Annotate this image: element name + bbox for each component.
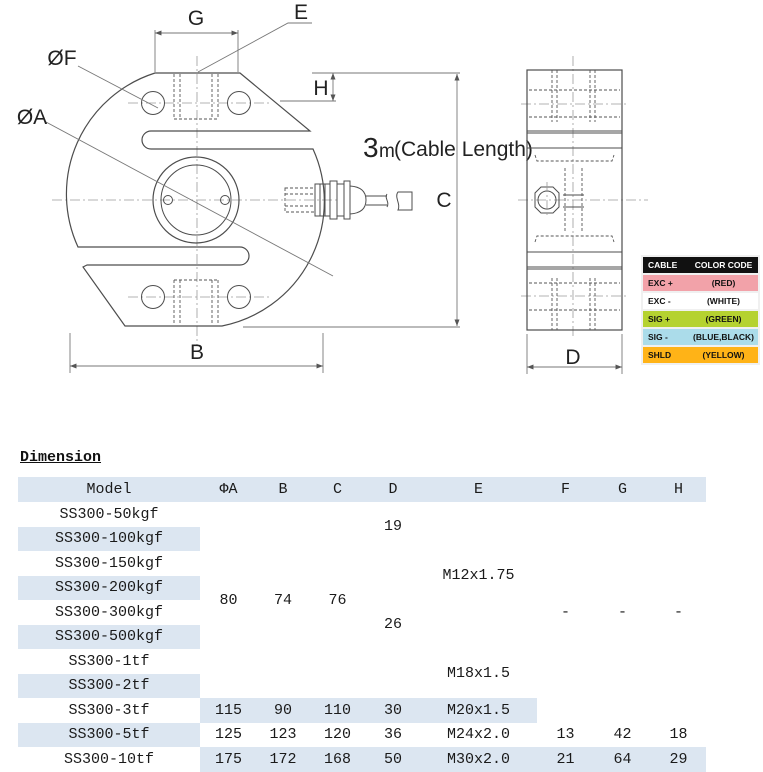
wire-color: (RED): [711, 278, 736, 288]
side-top-hidden-holes: [529, 70, 620, 122]
cell-c: 120: [323, 726, 351, 744]
cable-row-sig-minus: [643, 329, 758, 345]
gland-dome: [350, 186, 366, 214]
cell-model: SS300-200kgf: [18, 576, 200, 601]
threaded-hole-top-hidden: [174, 74, 218, 119]
cell-d-merged-mid: 26: [383, 616, 402, 633]
cell-model: SS300-5tf: [18, 723, 200, 748]
cell-f-empty: [537, 698, 594, 723]
cell-e: M24x2.0: [446, 726, 510, 744]
cell-d-merged-top: 19: [383, 518, 402, 535]
side-bottom-hidden-holes: [529, 278, 620, 330]
table-row: [18, 502, 706, 527]
cell-phi-a-merged: 80: [219, 591, 238, 609]
cell-model: SS300-10tf: [63, 750, 154, 768]
cell-g: 64: [594, 747, 651, 772]
cable-row-sig-plus: [643, 311, 758, 327]
wire-name: SHLD: [648, 350, 672, 360]
col-header-model: Model: [18, 477, 200, 502]
label-A: ØA: [16, 106, 48, 129]
cell-d-empty: [366, 551, 420, 600]
cell-e-merged-bottom: M18x1.5: [446, 665, 510, 682]
cell-phi-a: 125: [214, 726, 242, 744]
cell-g: 42: [613, 726, 632, 744]
cable-row-exc-plus: [643, 275, 758, 291]
col-header-e: E: [420, 477, 537, 502]
cell-phi-a: 175: [200, 747, 257, 772]
cell-d-empty: [366, 649, 420, 698]
cell-h: 29: [651, 747, 706, 772]
cell-c-merged: 76: [328, 591, 347, 609]
wire-name: SIG -: [648, 332, 668, 342]
cable-row-exc-minus: [643, 293, 758, 309]
cell-f-merged: -: [560, 604, 570, 621]
cell-b: 90: [257, 698, 309, 723]
col-header-phi-a: ΦA: [200, 477, 257, 502]
cell-b: 172: [257, 747, 309, 772]
groove-top-hidden: [535, 155, 614, 161]
cell-e-merged-top: M12x1.75: [442, 567, 515, 584]
cell-f: 13: [556, 726, 575, 744]
label-B: B: [189, 341, 205, 364]
table-row: [18, 723, 706, 748]
cell-model: SS300-100kgf: [18, 527, 200, 552]
cell-model: SS300-500kgf: [18, 625, 200, 650]
cable-note-unit: m: [379, 141, 395, 162]
cell-h-merged: -: [673, 604, 683, 621]
dim-H: [280, 73, 460, 101]
wire-name: EXC -: [648, 296, 671, 306]
cable-end: [397, 192, 412, 210]
cable-note-number: 3: [363, 132, 379, 163]
wire-name: SIG +: [648, 314, 670, 324]
wire-color: (WHITE): [706, 296, 741, 306]
cell-phi-a: 115: [200, 698, 257, 723]
table-row: [18, 747, 706, 772]
cable-note-text: (Cable Length): [394, 138, 533, 161]
cable-header-label: CABLE: [648, 260, 678, 270]
wire-color: (YELLOW): [702, 350, 745, 360]
threaded-hole-bottom-hidden: [174, 280, 218, 325]
cell-f: 21: [537, 747, 594, 772]
leader-E: [198, 23, 312, 72]
cell-d: 30: [366, 698, 420, 723]
label-G: G: [187, 7, 205, 30]
cell-c: 168: [309, 747, 366, 772]
cell-model: SS300-300kgf: [54, 603, 164, 621]
cell-model: SS300-50kgf: [59, 505, 159, 523]
label-H: H: [313, 77, 329, 100]
cell-b: 123: [269, 726, 297, 744]
col-header-g: G: [594, 477, 651, 502]
cell-c: 110: [309, 698, 366, 723]
cell-d: 36: [383, 726, 402, 744]
header-row: [18, 477, 706, 502]
cell-model: SS300-150kgf: [54, 554, 164, 572]
cell-e: M20x1.5: [420, 698, 537, 723]
dim-C: [243, 74, 460, 327]
leader-A: [46, 122, 333, 276]
cable-row-shld: [643, 347, 758, 363]
cell-d: 50: [366, 747, 420, 772]
front-view: [17, 1, 533, 373]
cell-h: 18: [669, 726, 688, 744]
label-C: C: [436, 189, 452, 212]
side-view: [518, 56, 648, 374]
cable-table-header: [643, 257, 758, 273]
dimension-table: [18, 477, 706, 772]
cell-g-merged: -: [617, 604, 627, 621]
cell-e: M30x2.0: [420, 747, 537, 772]
cell-b-merged: 74: [273, 591, 292, 609]
table-row: [18, 698, 706, 723]
wire-color: (GREEN): [705, 314, 742, 324]
leader-F: [78, 66, 158, 108]
col-header-d: D: [366, 477, 420, 502]
color-code-header-label: COLOR CODE: [694, 260, 753, 270]
cell-model: SS300-1tf: [68, 652, 150, 670]
dim-G: [155, 30, 238, 72]
cell-h-empty: [651, 698, 706, 723]
col-header-c: C: [309, 477, 366, 502]
cable-color-code-table: [641, 255, 760, 365]
wire-color: (BLUE,BLACK): [693, 332, 754, 342]
groove-bottom-hidden: [535, 236, 614, 242]
cell-model: SS300-3tf: [68, 701, 150, 719]
cell-g-empty: [594, 698, 651, 723]
cell-model: SS300-2tf: [18, 674, 200, 699]
label-E: E: [293, 1, 309, 24]
body-outline: [66, 73, 324, 326]
col-header-f: F: [537, 477, 594, 502]
label-D: D: [565, 346, 581, 369]
wire-name: EXC +: [648, 278, 673, 288]
col-header-h: H: [651, 477, 706, 502]
dimension-section-title: Dimension: [20, 449, 102, 466]
col-header-b: B: [257, 477, 309, 502]
label-F: ØF: [47, 47, 77, 70]
cable-length-note: [363, 132, 533, 163]
